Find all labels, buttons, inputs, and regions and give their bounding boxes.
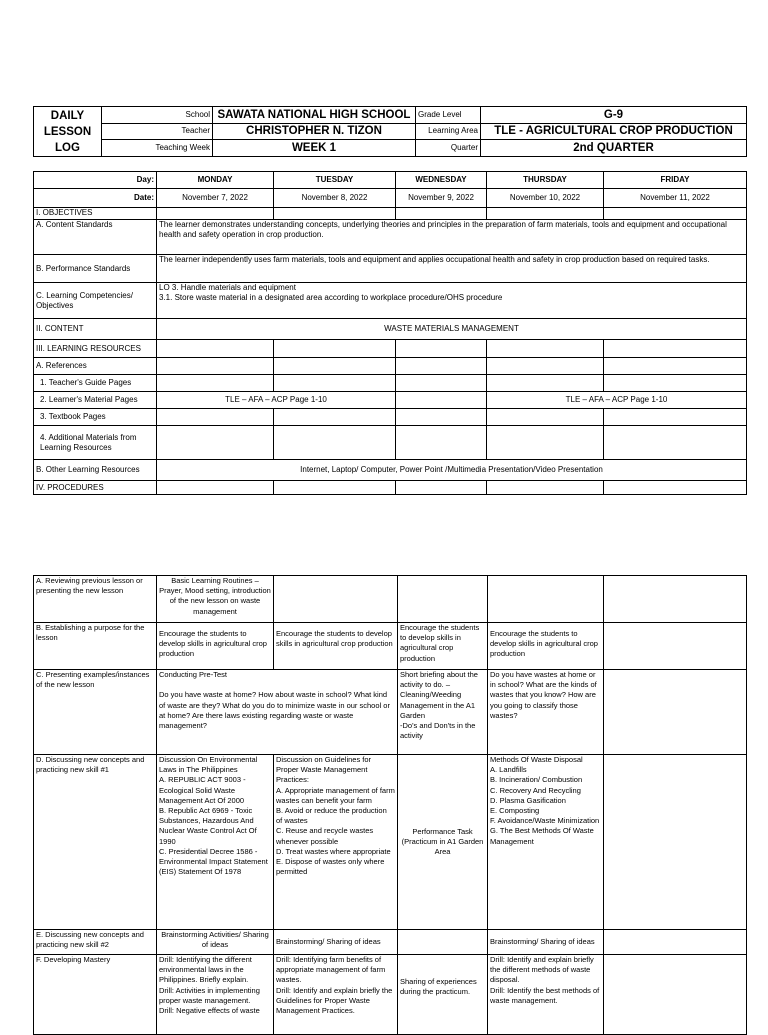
empty-cell [396, 426, 487, 460]
teaching-week-label: Teaching Week [102, 140, 213, 157]
lesson-plan-table [33, 171, 747, 495]
procedure-f-tuesday: Drill: Identifying farm benefits of appropriate management of farm wastes. Drill: Identify and explain briefly the Guidelines for Proper Waste Management Practices. [274, 955, 398, 1035]
date-label: Date: [34, 189, 157, 208]
quarter: 2nd QUARTER [481, 140, 747, 157]
empty-cell [396, 392, 487, 409]
content-standards: The learner demonstrates understanding concepts, underlying theories and principles in the preparation of farm materials, tools and equipment and occupational health and safety operation in crop production. [157, 220, 747, 255]
content-value: WASTE MATERIALS MANAGEMENT [157, 319, 747, 340]
performance-standards-label: B. Performance Standards [34, 255, 157, 283]
school-label: School [102, 107, 213, 124]
empty-cell [604, 576, 747, 623]
procedure-f-thursday: Drill: Identify and explain briefly the different methods of waste disposal. Drill: Identify the best methods of waste management. [488, 955, 604, 1035]
empty-cell [487, 208, 604, 220]
procedure-a-monday: Basic Learning Routines – Prayer, Mood setting, introduction of the new lesson on waste management [157, 576, 274, 623]
empty-cell [604, 930, 747, 955]
procedure-b-label: B. Establishing a purpose for the lesson [34, 623, 157, 670]
additional-materials-label: 4. Additional Materials from Learning Resources [34, 426, 157, 460]
other-resources-label: B. Other Learning Resources [34, 460, 157, 481]
empty-cell [604, 955, 747, 1035]
learning-area: TLE - AGRICULTURAL CROP PRODUCTION [481, 123, 747, 140]
learners-material-label: 2. Learner's Material Pages [34, 392, 157, 409]
empty-cell [604, 358, 747, 375]
daily-lesson-log-title [34, 107, 102, 157]
empty-cell [487, 340, 604, 358]
textbook-pages-label: 3. Textbook Pages [34, 409, 157, 426]
teachers-guide-label: 1. Teacher's Guide Pages [34, 375, 157, 392]
day-tuesday: TUESDAY [274, 172, 396, 189]
empty-cell [604, 409, 747, 426]
procedure-c-thursday: Do you have wastes at home or in school? What are the kinds of wastes that you know? How are you going to classify those wastes? [488, 670, 604, 755]
empty-cell [487, 481, 604, 495]
procedure-b-tuesday: Encourage the students to develop skills in agricultural crop production [274, 623, 398, 670]
empty-cell [487, 358, 604, 375]
title-line: LOG [55, 141, 80, 154]
day-thursday: THURSDAY [487, 172, 604, 189]
procedure-f-wednesday: Sharing of experiences during the practicum. [398, 955, 488, 1035]
procedure-e-tuesday: Brainstorming/ Sharing of ideas [274, 930, 398, 955]
learning-resources-heading: III. LEARNING RESOURCES [34, 340, 157, 358]
procedure-d-monday: Discussion On Environmental Laws in The Philippines A. REPUBLIC ACT 9003 - Ecological Solid Waste Management Act Of 2000 B. Republic Act 6969 - Toxic Substances, Hazardous And Nuclear Waste Control Act Of 1990 C. Presidential Decree 1586 - Environmental Impact Statement (EIS) Statement Of 1978 [157, 755, 274, 930]
procedure-d-label: D. Discussing new concepts and practicing new skill #1 [34, 755, 157, 930]
learning-competencies-label: C. Learning Competencies/ Objectives [34, 283, 157, 319]
empty-cell [157, 340, 274, 358]
empty-cell [604, 375, 747, 392]
empty-cell [396, 409, 487, 426]
empty-cell [157, 409, 274, 426]
day-wednesday: WEDNESDAY [396, 172, 487, 189]
teaching-week: WEEK 1 [213, 140, 416, 157]
empty-cell [274, 481, 396, 495]
empty-cell [157, 481, 274, 495]
procedure-c-monday-tuesday: Conducting Pre-Test Do you have waste at home? How about waste in school? What kind of waste are they? What do you do to minimize waste in our school or at home? Are there laws existing regarding waste or waste management? [157, 670, 398, 755]
date-thursday: November 10, 2022 [487, 189, 604, 208]
empty-cell [274, 409, 396, 426]
procedure-e-label: E. Discussing new concepts and practicing new skill #2 [34, 930, 157, 955]
empty-cell [604, 755, 747, 930]
content-heading: II. CONTENT [34, 319, 157, 340]
date-friday: November 11, 2022 [604, 189, 747, 208]
procedure-f-monday: Drill: Identifying the different environmental laws in the Philippines. Briefly explain. Drill: Activities in implementing proper waste management. Drill: Negative effects of waste [157, 955, 274, 1035]
procedures-table [33, 575, 747, 1035]
empty-cell [488, 576, 604, 623]
day-monday: MONDAY [157, 172, 274, 189]
empty-cell [157, 208, 274, 220]
empty-cell [274, 208, 396, 220]
empty-cell [604, 208, 747, 220]
procedure-f-label: F. Developing Mastery [34, 955, 157, 1035]
procedure-d-wednesday: Performance Task (Practicum in A1 Garden Area [398, 755, 488, 930]
empty-cell [157, 358, 274, 375]
empty-cell [274, 358, 396, 375]
procedure-e-monday: Brainstorming Activities/ Sharing of ideas [157, 930, 274, 955]
empty-cell [487, 375, 604, 392]
procedure-b-wednesday: Encourage the students to develop skills in agricultural crop production [398, 623, 488, 670]
grade-level: G-9 [481, 107, 747, 124]
procedure-c-wednesday: Short briefing about the activity to do. – Cleaning/Weeding Management in the A1 Garden -Do's and Don'ts in the activity [398, 670, 488, 755]
other-resources: Internet, Laptop/ Computer, Power Point /Multimedia Presentation/Video Presentation [157, 460, 747, 481]
references-label: A. References [34, 358, 157, 375]
empty-cell [396, 340, 487, 358]
learning-competencies: LO 3. Handle materials and equipment 3.1. Store waste material in a designated area according to workplace procedure/OHS procedure [157, 283, 747, 319]
empty-cell [398, 930, 488, 955]
empty-cell [398, 576, 488, 623]
content-standards-label: A. Content Standards [34, 220, 157, 255]
procedure-a-label: A. Reviewing previous lesson or presenting the new lesson [34, 576, 157, 623]
empty-cell [396, 208, 487, 220]
learners-material-mon-tue: TLE – AFA – ACP Page 1-10 [157, 392, 396, 409]
empty-cell [604, 670, 747, 755]
empty-cell [604, 340, 747, 358]
empty-cell [274, 576, 398, 623]
learners-material-thu-fri: TLE – AFA – ACP Page 1-10 [487, 392, 747, 409]
learning-area-label: Learning Area [416, 123, 481, 140]
procedure-d-thursday: Methods Of Waste Disposal A. Landfills B. Incineration/ Combustion C. Recovery And Recycling D. Plasma Gasification E. Composting F. Avoidance/Waste Minimization G. The Best Methods Of Waste Management [488, 755, 604, 930]
procedure-b-monday: Encourage the students to develop skills in agricultural crop production [157, 623, 274, 670]
procedure-e-thursday: Brainstorming/ Sharing of ideas [488, 930, 604, 955]
title-line: LESSON [43, 125, 92, 138]
empty-cell [604, 481, 747, 495]
teacher-name: CHRISTOPHER N. TIZON [213, 123, 416, 140]
date-wednesday: November 9, 2022 [396, 189, 487, 208]
performance-standards: The learner independently uses farm materials, tools and equipment and applies occupational health and safety in crop production based on required tasks. [157, 255, 747, 283]
grade-level-label: Grade Level [416, 107, 481, 124]
title-line: DAILY [50, 109, 85, 122]
empty-cell [157, 426, 274, 460]
lesson-log-header [33, 106, 747, 157]
school-name: SAWATA NATIONAL HIGH SCHOOL [213, 107, 416, 124]
empty-cell [604, 623, 747, 670]
empty-cell [396, 358, 487, 375]
empty-cell [604, 426, 747, 460]
empty-cell [487, 426, 604, 460]
date-monday: November 7, 2022 [157, 189, 274, 208]
empty-cell [396, 481, 487, 495]
empty-cell [487, 409, 604, 426]
teacher-label: Teacher [102, 123, 213, 140]
empty-cell [274, 340, 396, 358]
objectives-heading: I. OBJECTIVES [34, 208, 157, 220]
procedure-c-label: C. Presenting examples/instances of the new lesson [34, 670, 157, 755]
empty-cell [274, 375, 396, 392]
empty-cell [274, 426, 396, 460]
procedures-heading: IV. PROCEDURES [34, 481, 157, 495]
day-friday: FRIDAY [604, 172, 747, 189]
date-tuesday: November 8, 2022 [274, 189, 396, 208]
empty-cell [157, 375, 274, 392]
procedure-b-thursday: Encourage the students to develop skills in agricultural crop production [488, 623, 604, 670]
empty-cell [396, 375, 487, 392]
day-label: Day: [34, 172, 157, 189]
quarter-label: Quarter [416, 140, 481, 157]
procedure-d-tuesday: Discussion on Guidelines for Proper Waste Management Practices: A. Appropriate management of farm wastes can benefit your farm B. Avoid or reduce the production of wastes C. Reuse and recycle wastes whenever possible D. Treat wastes where appropriate E. Dispose of wastes only where permitted [274, 755, 398, 930]
